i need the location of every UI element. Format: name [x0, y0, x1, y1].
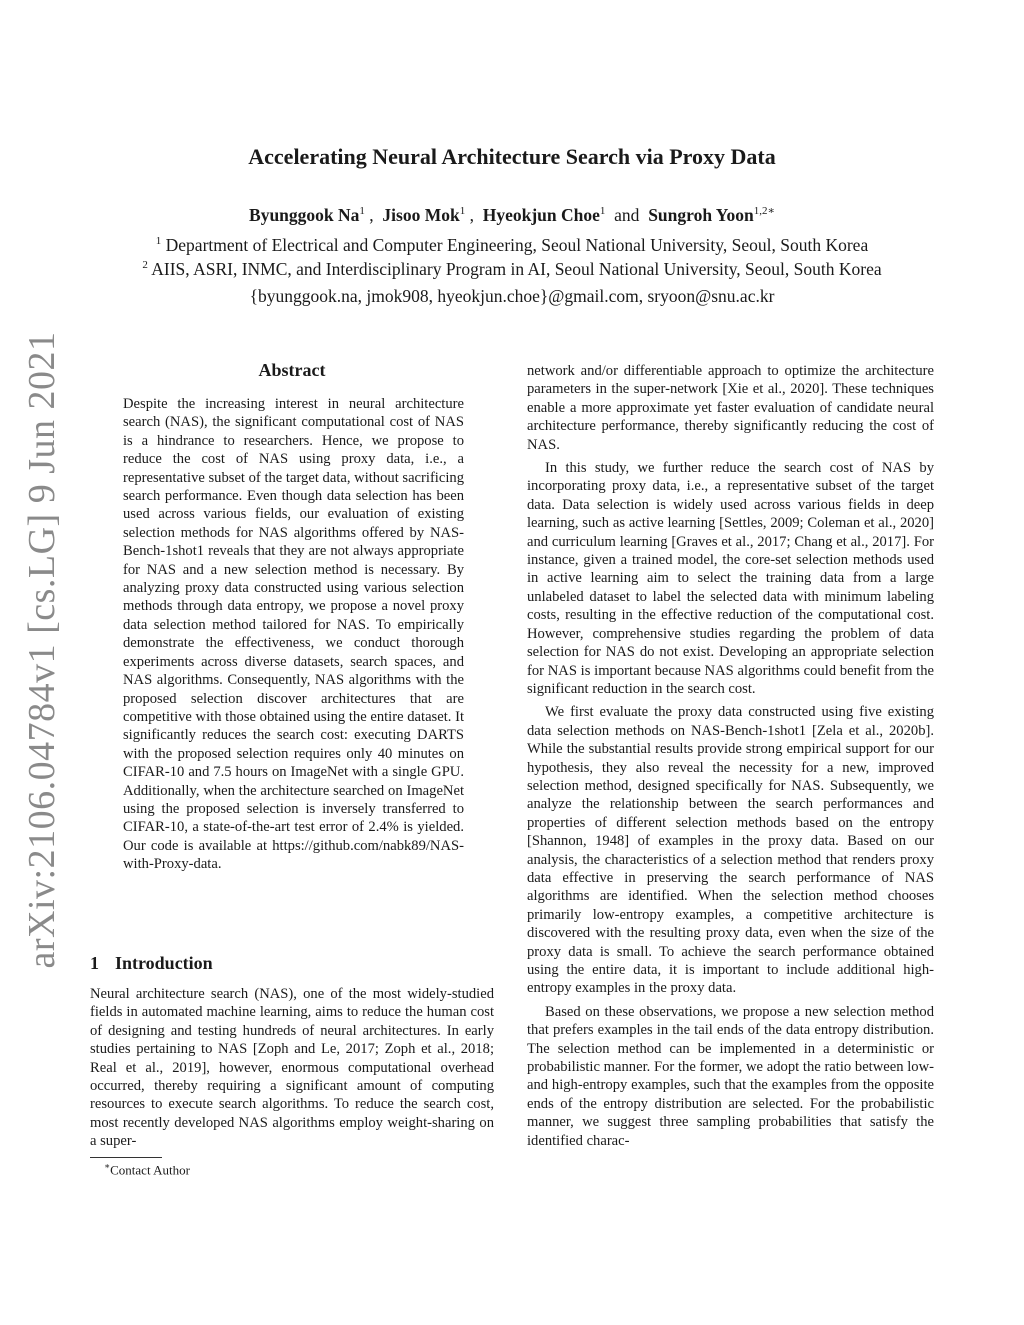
section-title: Introduction — [115, 953, 213, 973]
author-affil-mark: 1 — [599, 205, 606, 217]
author-separator: , — [469, 204, 474, 225]
paper-title: Accelerating Neural Architecture Search via Proxy Data — [248, 144, 776, 169]
arxiv-identifier: arXiv:2106.04784v1 [cs.LG] 9 Jun 2021 — [21, 331, 63, 969]
author-name: Hyeokjun Choe — [482, 204, 600, 225]
section-heading-introduction — [90, 953, 213, 974]
author-name: Jisoo Mok — [382, 204, 460, 225]
author-name: Sungroh Yoon — [648, 204, 754, 225]
author-name: Byunggook Na — [249, 204, 360, 225]
body-paragraph: network and/or differentiable approach to optimize the architecture parameters in the super-network [Xie et al., 2020]. These techniques enable a more approximate yet faster evaluation of candidate neural architecture performance, thereby significantly reducing the cost of NAS. — [527, 363, 934, 453]
affiliation-line — [0, 235, 1024, 256]
footnote-text: Contact Author — [110, 1162, 190, 1178]
abstract-heading: Abstract — [258, 360, 326, 380]
footnote — [104, 1161, 190, 1178]
footnote-mark: ∗ — [104, 1161, 111, 1171]
author-affil-mark: 1,2∗ — [753, 205, 775, 217]
author-separator: , — [369, 204, 374, 225]
affiliation-mark: 2 — [142, 259, 148, 272]
author-affil-mark: 1 — [459, 205, 466, 217]
affiliation-text: AIIS, ASRI, INMC, and Interdisciplinary Program in AI, Seoul National University, Seoul, South Korea — [151, 259, 882, 279]
body-paragraph: In this study, we further reduce the search cost of NAS by incorporating proxy data, i.e., a representative subset of the target data. Data selection is widely used across various fields in deep learning, such as active learning [Settles, 2009; Coleman et al., 2020] and curriculum learning [Graves et al., 2017; Chang et al., 2017]. For instance, given a trained model, the core-set selection methods used in active learning aim to select the training data from a large unlabeled dataset to label the selected data with minimum labeling costs, resulting in the effective reduction of the computational cost. However, comprehensive studies regarding the problem of data selection for NAS do not exist. Developing an appropriate selection for NAS is important because NAS algorithms could benefit from the significant reduction in the search cost. — [527, 460, 934, 697]
author-and: and — [614, 204, 640, 225]
right-column-body — [527, 362, 934, 1155]
author-emails: {byunggook.na, jmok908, hyeokjun.choe}@gmail.com, sryoon@snu.ac.kr — [249, 286, 775, 306]
abstract-paragraph: Despite the increasing interest in neural architecture search (NAS), the significant computational cost of NAS is a hindrance to researchers. Hence, we propose to reduce the cost of NAS using proxy data, i.e., a representative subset of the target data, without sacrificing search performance. Even though data selection has been used across various fields, our evaluation of existing selection methods for NAS algorithms offered by NAS-Bench-1shot1 reveals that they are not always appropriate for NAS and a new selection method is necessary. By analyzing proxy data constructed using various selection methods through data entropy, we propose a novel proxy data selection method tailored for NAS. To empirically demonstrate the effectiveness, we conduct thorough experiments across diverse datasets, search spaces, and NAS algorithms. Consequently, NAS algorithms with the proposed selection discover architectures that are competitive with those obtained using the entire dataset. It significantly reduces the search cost: executing DARTS with the proposed selection requires only 40 minutes on CIFAR-10 and 7.5 hours on ImageNet with a single GPU. Additionally, when the architecture searched on ImageNet using the proposed selection is inversely transferred to CIFAR-10, a state-of-the-art test error of 2.4% is yielded. Our code is available at https://github.com/nabk89/NAS-with-Proxy-data. — [123, 396, 464, 873]
affiliation-line — [0, 259, 1024, 280]
body-paragraph: Based on these observations, we propose a new selection method that prefers examples in the tail ends of the data entropy distribution. The selection method can be implemented in a deterministic or probabilistic manner. For the former, we adopt the ratio between low- and high-entropy examples, such that the examples from the opposite ends of the entropy distribution are selected. For the probabilistic manner, we suggest three sampling probabilities that satisfy the identified charac- — [527, 1003, 934, 1149]
footnote-rule — [90, 1157, 162, 1158]
body-paragraph: Neural architecture search (NAS), one of the most widely-studied fields in automated machine learning, aims to reduce the human cost of designing and testing hundreds of neural architectures. In early studies pertaining to NAS [Zoph and Le, 2017; Zoph et al., 2018; Real et al., 2019], however, enormous computational overhead occurred, thereby requiring a significant amount of computing resources to execute search algorithms. To reduce the search cost, most recently developed NAS algorithms employ weight-sharing on a super- — [90, 986, 494, 1150]
section-number: 1 — [90, 953, 99, 973]
introduction-body — [90, 985, 494, 1156]
author-list — [0, 204, 1024, 226]
abstract-body — [123, 395, 464, 879]
affiliation-text: Department of Electrical and Computer Engineering, Seoul National University, Seoul, South Korea — [165, 235, 869, 255]
body-paragraph: We first evaluate the proxy data constructed using five existing data selection methods on NAS-Bench-1shot1 [Zela et al., 2020b]. While the substantial results provide strong empirical support for our hypothesis, they also reveal the necessity for a new, improved selection method, designed specifically for NAS. Subsequently, we analyze the relationship between the search performances and properties of different selection methods based on the entropy [Shannon, 1948] of examples in the proxy data. Based on our analysis, the characteristics of a selection method that renders proxy data effective in preserving the search performance of NAS algorithms are identified. When the selection method chooses primarily low-entropy examples, a competitive architecture is discovered with the resulting proxy data, even when the size of the proxy data is small. To achieve the search performance obtained using the entire data, it is important to include additional high-entropy examples in the proxy data. — [527, 704, 934, 997]
affiliation-mark: 1 — [155, 235, 162, 248]
author-affil-mark: 1 — [359, 205, 365, 217]
